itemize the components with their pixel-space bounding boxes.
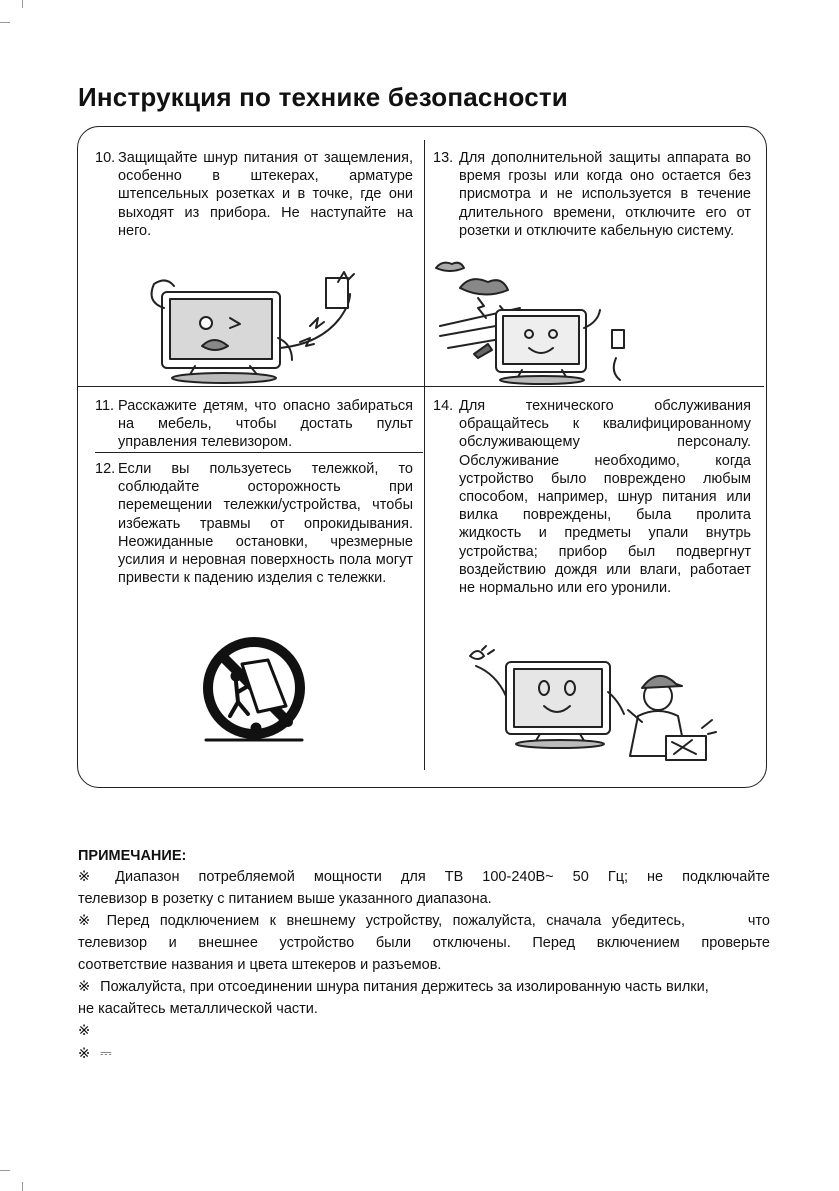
cart-tip-over-warning-icon [196,636,318,746]
reference-mark: ※ [78,979,91,995]
reference-mark: ※ [78,913,97,929]
note-line [78,954,770,976]
note-title: ПРИМЕЧАНИЕ: [78,848,187,864]
safety-item-14 [433,397,751,597]
item-number: 12. [95,461,116,477]
item-text: Для технического обслуживания обращайтесь к квалифицированному обслуживающему персоналу. Обслуживание необходимо, когда устройство было повреждено любым способом, например, шнур питания или вилка повреждены, была пролита жидкость и предметы упали внутрь устройства; прибор был подвергнут воздействию дождя или влаги, работает не нормально или его уронили. [459,398,751,597]
note-line [78,1043,770,1065]
note-line [78,976,770,998]
note-line [78,910,770,932]
dc-symbol: ⎓ [100,1046,112,1062]
item-number: 14. [433,398,454,414]
reference-mark: ※ [78,1046,91,1062]
note-text: Перед подключением к внешнему устройству, пожалуйста, сначала убедитесь, что [106,913,770,929]
note-text: Диапазон потребляемой мощности для ТВ 100-240В~ 50 Гц; не подключайте [115,869,770,885]
safety-item-12 [95,460,413,587]
note-line [78,998,770,1020]
safety-item-13 [433,149,751,240]
note-line [78,866,770,888]
page-title: Инструкция по технике безопасности [78,82,568,112]
safety-item-11 [95,397,413,452]
note-text: соответствие названия и цвета штекеров и разъемов. [78,957,442,973]
tv-service-technician-illustration [462,644,722,772]
item-number: 11. [95,398,115,414]
tv-pinched-cord-illustration [140,268,380,386]
crop-mark [0,1170,10,1171]
tv-storm-illustration [430,258,640,388]
item-text: Для дополнительной защиты аппарата во время грозы или когда оно остается без присмотра и не используется в течение длительного времени, отключите его от розетки и отключите кабельную систему. [459,150,751,239]
note-line [78,1020,770,1042]
item-divider [95,452,423,453]
crop-mark [22,0,23,8]
note-text: телевизор в розетку с питанием выше указанного диапазона. [78,891,492,907]
row-divider [78,386,764,387]
safety-item-10 [95,149,413,240]
column-divider [424,140,425,770]
reference-mark: ※ [78,1023,91,1039]
note-line [78,932,770,954]
reference-mark: ※ [78,869,106,885]
item-number: 13. [433,150,454,166]
crop-mark [0,22,10,23]
note-line [78,888,770,910]
note-text: не касайтесь металлической части. [78,1001,318,1017]
item-text: Если вы пользуетесь тележкой, то соблюдайте осторожность при перемещении тележки/устройства, чтобы избежать травмы от опрокидывания. Неожиданные остановки, чрезмерные усилия и неровная поверхность пола могут привести к падению изделия с тележки. [118,461,413,587]
note-text: Пожалуйста, при отсоединении шнура питания держитесь за изолированную часть вилки, [100,979,709,995]
crop-mark [22,1182,23,1191]
item-text: Расскажите детям, что опасно забираться на мебель, чтобы достать пульт управления телевизором. [118,398,413,451]
note-text: телевизор и внешнее устройство были отключены. Перед включением проверьте [78,935,770,951]
item-text: Защищайте шнур питания от защемления, особенно в штекерах, арматуре штепсельных розетках и в точке, где они выходят из прибора. Не наступайте на него. [118,150,413,239]
item-number: 10. [95,150,116,166]
